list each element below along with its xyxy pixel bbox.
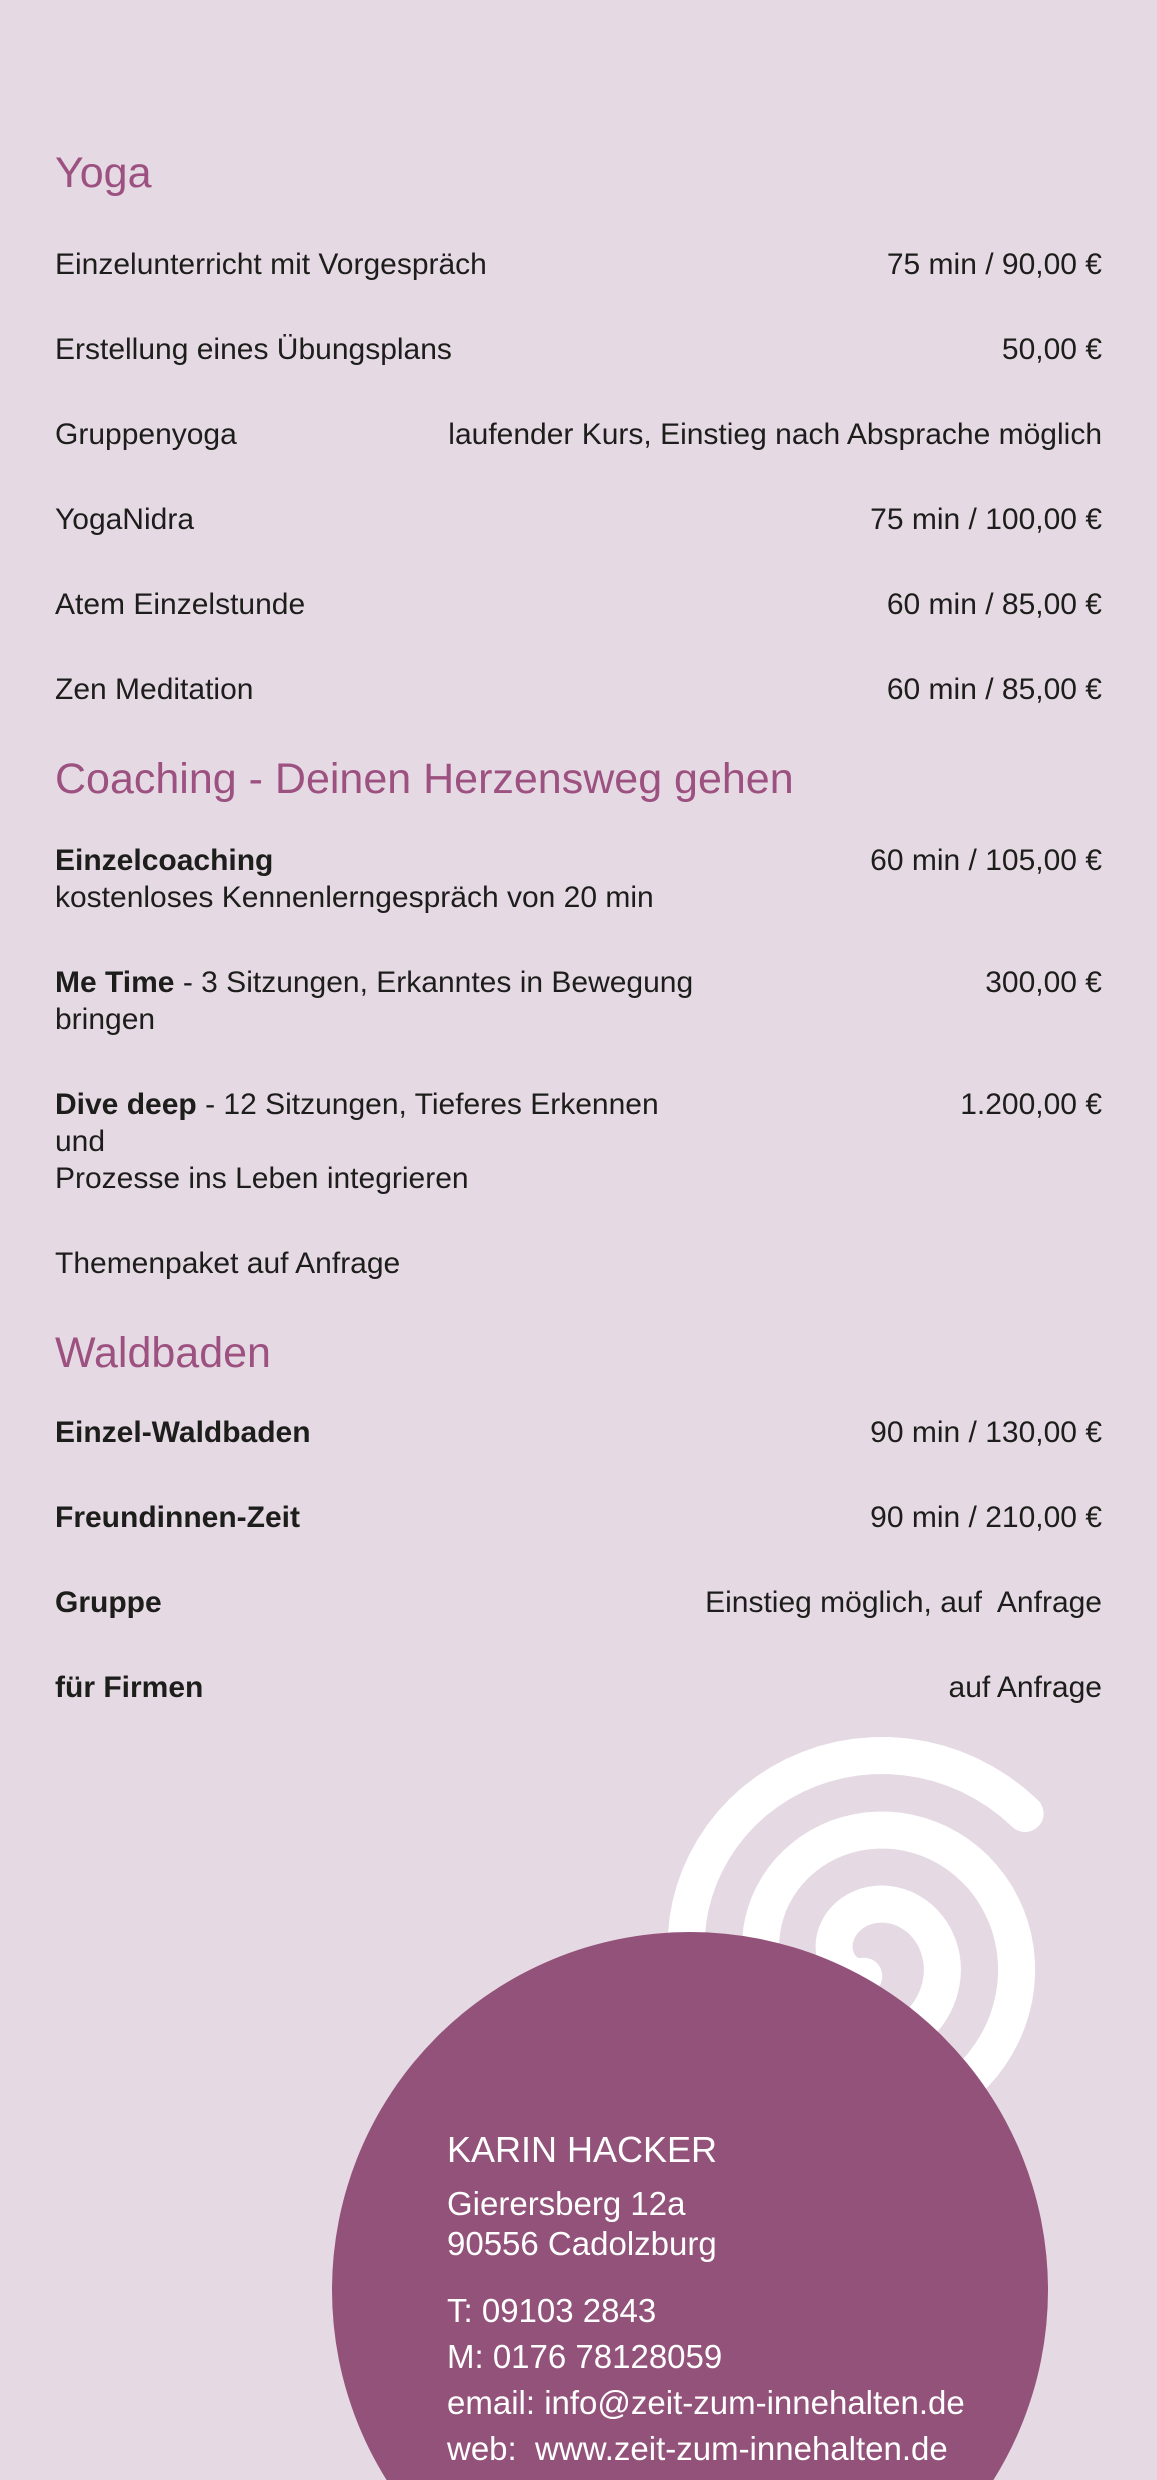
service-row: [55, 1086, 1102, 1197]
service-label: Freundinnen-Zeit: [55, 1501, 300, 1534]
service-price: 90 min / 210,00 €: [870, 1501, 1102, 1534]
service-label: Einzel-Waldbaden: [55, 1416, 311, 1449]
service-price: 75 min / 100,00 €: [870, 503, 1102, 536]
contact-address-line1: Gierersberg 12a: [447, 2185, 686, 2222]
service-row: [55, 246, 1102, 283]
section-heading-coaching: Coaching - Deinen Herzensweg gehen: [55, 755, 794, 803]
service-row: [55, 1414, 1102, 1451]
service-price: 90 min / 130,00 €: [870, 1416, 1102, 1449]
service-row: [55, 1499, 1102, 1536]
section-waldbaden: [55, 1330, 1102, 1706]
service-row: [55, 331, 1102, 368]
contact-details: [447, 2288, 965, 2472]
service-label: Atem Einzelstunde: [55, 588, 306, 621]
contact-block: [447, 2128, 965, 2472]
service-row: [55, 964, 1102, 1038]
service-row: [55, 842, 1102, 916]
service-row: [55, 501, 1102, 538]
service-label: für Firmen: [55, 1671, 204, 1704]
service-label: Me Time - 3 Sitzungen, Erkanntes in Bewegung bringen: [55, 966, 694, 1036]
price-list: [55, 150, 1102, 1754]
service-row: [55, 671, 1102, 708]
contact-phone: T: 09103 2843: [447, 2292, 657, 2329]
service-label: Einzelcoaching kostenloses Kennenlerngespräch von 20 min: [55, 844, 654, 914]
service-label: YogaNidra: [55, 503, 194, 536]
service-label: Dive deep - 12 Sitzungen, Tieferes Erkennen und Prozesse ins Leben integrieren: [55, 1086, 715, 1197]
service-price: 50,00 €: [1001, 333, 1102, 366]
section-heading-waldbaden: Waldbaden: [55, 1329, 271, 1377]
service-label: Gruppenyoga: [55, 418, 237, 451]
service-label: Einzelunterricht mit Vorgespräch: [55, 248, 487, 281]
service-sublabel: kostenloses Kennenlerngespräch von 20 min: [55, 881, 654, 914]
service-row: [55, 416, 1102, 453]
service-label: Zen Meditation: [55, 673, 254, 706]
service-price: 300,00 €: [985, 966, 1102, 999]
service-row: [55, 1584, 1102, 1621]
service-label: Gruppe: [55, 1586, 162, 1619]
section-yoga: [55, 150, 1102, 708]
service-price: 60 min / 85,00 €: [886, 673, 1102, 706]
contact-web: web: www.zeit-zum-innehalten.de: [447, 2430, 948, 2467]
section-heading-yoga: Yoga: [55, 149, 152, 197]
contact-address: [447, 2184, 965, 2264]
contact-mobile: M: 0176 78128059: [447, 2338, 723, 2375]
service-price: 1.200,00 €: [960, 1088, 1102, 1121]
service-price: 75 min / 90,00 €: [886, 248, 1102, 281]
service-row: [55, 1669, 1102, 1706]
service-sublabel: bringen: [55, 1003, 156, 1036]
service-price: laufender Kurs, Einstieg nach Absprache möglich: [448, 418, 1102, 451]
service-label: Themenpaket auf Anfrage: [55, 1247, 401, 1280]
contact-name: KARIN HACKER: [447, 2129, 718, 2170]
contact-email: email: info@zeit-zum-innehalten.de: [447, 2384, 965, 2421]
service-price: 60 min / 85,00 €: [886, 588, 1102, 621]
service-label: Erstellung eines Übungsplans: [55, 333, 452, 366]
service-price: auf Anfrage: [948, 1671, 1102, 1704]
section-coaching: [55, 756, 1102, 1282]
service-price: Einstieg möglich, auf Anfrage: [705, 1586, 1102, 1619]
service-row: [55, 1245, 1102, 1282]
service-sublabel: Prozesse ins Leben integrieren: [55, 1162, 469, 1195]
service-price: 60 min / 105,00 €: [870, 844, 1102, 877]
contact-address-line2: 90556 Cadolzburg: [447, 2225, 717, 2262]
service-row: [55, 586, 1102, 623]
